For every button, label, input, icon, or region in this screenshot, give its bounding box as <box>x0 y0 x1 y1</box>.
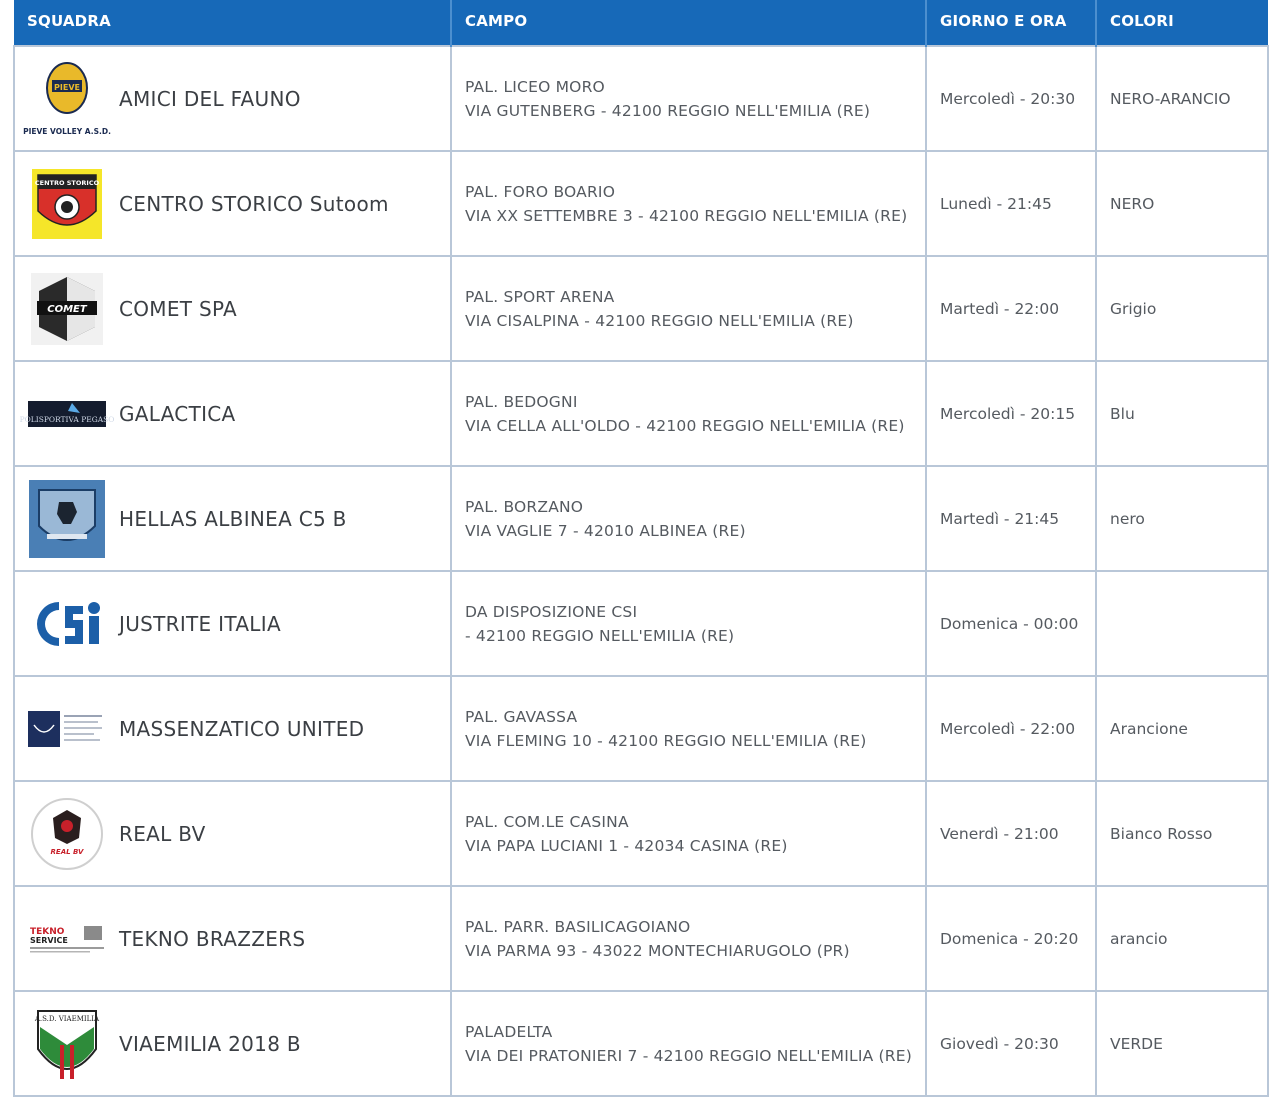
team-name[interactable]: REAL BV <box>119 821 206 846</box>
colori-cell: Blu <box>1096 361 1268 466</box>
giorno-ora-cell: Domenica - 00:00 <box>926 571 1096 676</box>
team-cell <box>14 151 451 256</box>
giorno-ora-cell: Giovedì - 20:30 <box>926 991 1096 1096</box>
polisportiva-pegaso-logo <box>19 375 115 453</box>
giorno-ora-cell: Mercoledì - 20:30 <box>926 46 1096 151</box>
table-row <box>14 361 1268 466</box>
colori-cell <box>1096 571 1268 676</box>
team-cell <box>14 361 451 466</box>
team-cell <box>14 676 451 781</box>
giorno-ora-cell: Domenica - 20:20 <box>926 886 1096 991</box>
table-row <box>14 256 1268 361</box>
teams-table-container <box>13 0 1267 1097</box>
svg-text:A.S.D. VIAEMILIA: A.S.D. VIAEMILIA <box>34 1014 100 1023</box>
campo-address: VIA VAGLIE 7 - 42010 ALBINEA (RE) <box>465 521 746 540</box>
svg-text:PIEVE: PIEVE <box>54 82 80 92</box>
giorno-ora-cell: Martedì - 22:00 <box>926 256 1096 361</box>
table-row <box>14 886 1268 991</box>
campo-cell <box>451 256 926 361</box>
campo-name: PALADELTA <box>465 1022 553 1041</box>
colori-cell: Bianco Rosso <box>1096 781 1268 886</box>
table-row <box>14 991 1268 1096</box>
team-cell <box>14 46 451 151</box>
centro-storico-logo <box>28 165 106 243</box>
campo-cell <box>451 466 926 571</box>
campo-name: PAL. GAVASSA <box>465 707 578 726</box>
campo-address: - 42100 REGGIO NELL'EMILIA (RE) <box>465 626 735 645</box>
tekno-service-logo <box>28 900 106 978</box>
header-campo[interactable]: CAMPO <box>451 0 926 46</box>
team-name[interactable]: VIAEMILIA 2018 B <box>119 1031 301 1056</box>
campo-cell <box>451 571 926 676</box>
svg-text:CENTRO STORICO: CENTRO STORICO <box>34 178 100 187</box>
colori-cell: Grigio <box>1096 256 1268 361</box>
team-cell <box>14 466 451 571</box>
campo-name: PAL. FORO BOARIO <box>465 182 616 201</box>
team-name[interactable]: HELLAS ALBINEA C5 B <box>119 506 347 531</box>
table-row <box>14 46 1268 151</box>
campo-name: PAL. PARR. BASILICAGOIANO <box>465 917 691 936</box>
campo-cell <box>451 991 926 1096</box>
campo-address: VIA PAPA LUCIANI 1 - 42034 CASINA (RE) <box>465 836 788 855</box>
campo-name: DA DISPOSIZIONE CSI <box>465 602 638 621</box>
campo-cell <box>451 151 926 256</box>
campo-address: VIA CELLA ALL'OLDO - 42100 REGGIO NELL'EMILIA (RE) <box>465 416 905 435</box>
svg-text:SERVICE: SERVICE <box>30 935 68 945</box>
svg-text:PIEVE VOLLEY A.S.D.: PIEVE VOLLEY A.S.D. <box>23 126 111 136</box>
giorno-ora-cell: Mercoledì - 20:15 <box>926 361 1096 466</box>
table-row <box>14 781 1268 886</box>
table-row <box>14 466 1268 571</box>
campo-cell <box>451 781 926 886</box>
table-row <box>14 151 1268 256</box>
campo-address: VIA DEI PRATONIERI 7 - 42100 REGGIO NELL'EMILIA (RE) <box>465 1046 912 1065</box>
campo-name: PAL. BEDOGNI <box>465 392 578 411</box>
campo-address: VIA PARMA 93 - 43022 MONTECHIARUGOLO (PR) <box>465 941 850 960</box>
campo-name: PAL. LICEO MORO <box>465 77 605 96</box>
table-row <box>14 571 1268 676</box>
giorno-ora-cell: Mercoledì - 22:00 <box>926 676 1096 781</box>
header-squadra[interactable]: SQUADRA <box>14 0 451 46</box>
campo-address: VIA CISALPINA - 42100 REGGIO NELL'EMILIA (RE) <box>465 311 854 330</box>
team-name[interactable]: MASSENZATICO UNITED <box>119 716 365 741</box>
svg-text:TEKNO: TEKNO <box>30 926 65 937</box>
teams-table <box>13 0 1269 1097</box>
svg-text:COMET: COMET <box>47 303 87 315</box>
campo-cell <box>451 676 926 781</box>
team-cell <box>14 991 451 1096</box>
comet-logo <box>28 270 106 348</box>
campo-name: PAL. BORZANO <box>465 497 584 516</box>
campo-address: VIA XX SETTEMBRE 3 - 42100 REGGIO NELL'EMILIA (RE) <box>465 206 908 225</box>
table-header-row <box>14 0 1268 46</box>
svg-text:POLISPORTIVA PEGASO: POLISPORTIVA PEGASO <box>19 414 115 424</box>
csi-logo <box>28 585 106 663</box>
campo-address: VIA FLEMING 10 - 42100 REGGIO NELL'EMILIA (RE) <box>465 731 867 750</box>
campo-name: PAL. SPORT ARENA <box>465 287 615 306</box>
colori-cell: Arancione <box>1096 676 1268 781</box>
colori-cell: VERDE <box>1096 991 1268 1096</box>
real-bv-logo <box>28 795 106 873</box>
giorno-ora-cell: Lunedì - 21:45 <box>926 151 1096 256</box>
campo-cell <box>451 46 926 151</box>
team-name[interactable]: AMICI DEL FAUNO <box>119 86 301 111</box>
massenzatico-logo <box>28 690 106 768</box>
header-giorno-ora[interactable]: GIORNO E ORA <box>926 0 1096 46</box>
colori-cell: NERO-ARANCIO <box>1096 46 1268 151</box>
table-row <box>14 676 1268 781</box>
team-cell <box>14 886 451 991</box>
team-name[interactable]: JUSTRITE ITALIA <box>119 611 281 636</box>
team-name[interactable]: TEKNO BRAZZERS <box>119 926 306 951</box>
campo-name: PAL. COM.LE CASINA <box>465 812 629 831</box>
giorno-ora-cell: Venerdì - 21:00 <box>926 781 1096 886</box>
colori-cell: NERO <box>1096 151 1268 256</box>
team-name[interactable]: COMET SPA <box>119 296 238 321</box>
hellas-albinea-logo <box>28 480 106 558</box>
campo-address: VIA GUTENBERG - 42100 REGGIO NELL'EMILIA (RE) <box>465 101 871 120</box>
team-cell <box>14 781 451 886</box>
colori-cell: arancio <box>1096 886 1268 991</box>
giorno-ora-cell: Martedì - 21:45 <box>926 466 1096 571</box>
team-cell <box>14 256 451 361</box>
pieve-volley-logo <box>23 60 111 138</box>
team-name[interactable]: GALACTICA <box>119 401 236 426</box>
team-name[interactable]: CENTRO STORICO Sutoom <box>119 191 389 216</box>
campo-cell <box>451 886 926 991</box>
svg-text:REAL BV: REAL BV <box>50 847 84 856</box>
header-colori[interactable]: COLORI <box>1096 0 1268 46</box>
campo-cell <box>451 361 926 466</box>
colori-cell: nero <box>1096 466 1268 571</box>
viaemilia-logo <box>28 1005 106 1083</box>
team-cell <box>14 571 451 676</box>
